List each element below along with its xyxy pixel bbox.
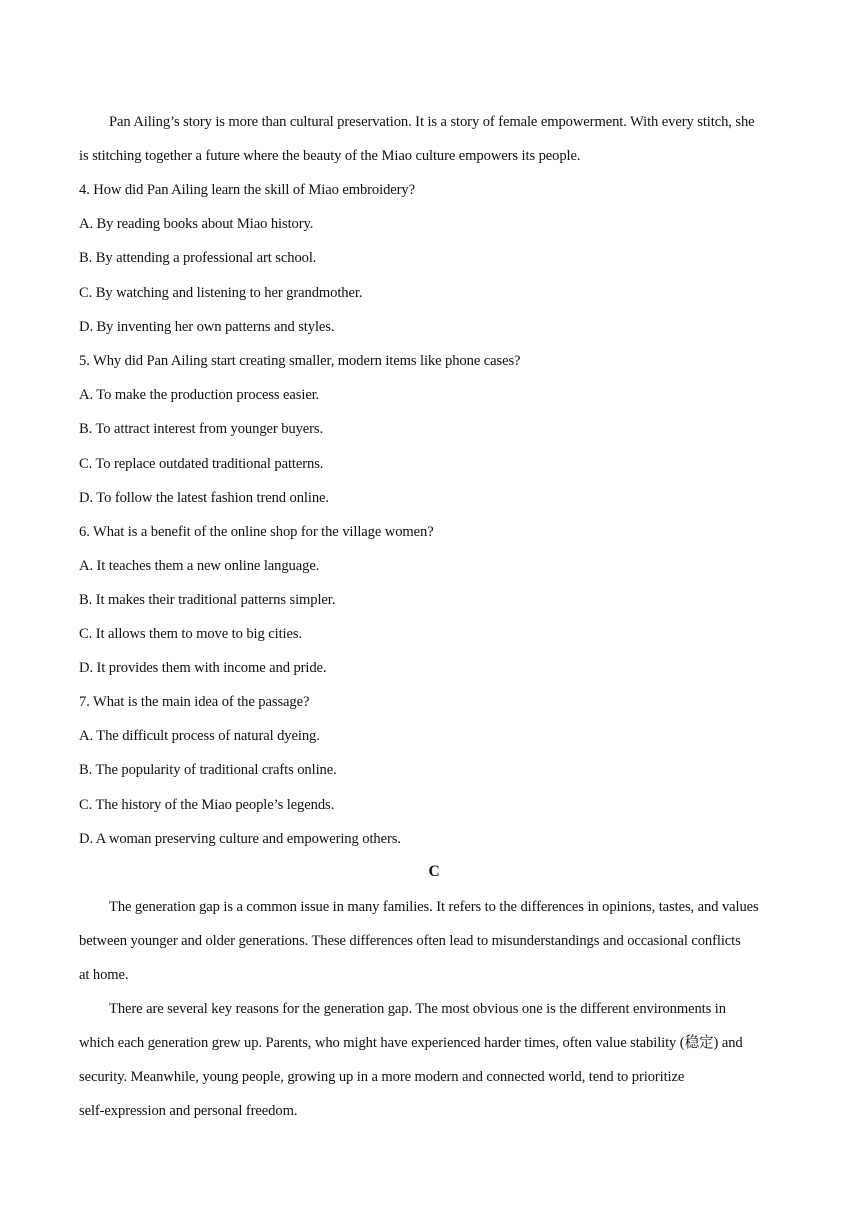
answer-option: C. To replace outdated traditional patterns. (79, 456, 324, 472)
answer-option: A. The difficult process of natural dyeing. (79, 728, 320, 744)
answer-option: A. By reading books about Miao history. (79, 216, 314, 232)
paragraph-line: There are several key reasons for the generation gap. The most obvious one is the different environments in (109, 1001, 726, 1017)
answer-option: B. It makes their traditional patterns simpler. (79, 592, 336, 608)
question-stem: 6. What is a benefit of the online shop for the village women? (79, 524, 434, 540)
answer-option: B. To attract interest from younger buyers. (79, 421, 324, 437)
answer-option: C. The history of the Miao people’s legends. (79, 797, 335, 813)
answer-option: A. To make the production process easier. (79, 387, 320, 403)
answer-option: B. By attending a professional art school. (79, 250, 317, 266)
answer-option: D. A woman preserving culture and empowering others. (79, 831, 401, 847)
question-stem: 5. Why did Pan Ailing start creating smaller, modern items like phone cases? (79, 353, 521, 369)
answer-option: D. By inventing her own patterns and styles. (79, 319, 335, 335)
answer-option: D. To follow the latest fashion trend online. (79, 490, 329, 506)
question-stem: 7. What is the main idea of the passage? (79, 694, 310, 710)
answer-option: B. The popularity of traditional crafts online. (79, 762, 337, 778)
answer-option: D. It provides them with income and pride. (79, 660, 327, 676)
paragraph-line: self-expression and personal freedom. (79, 1103, 298, 1119)
paragraph-line: at home. (79, 967, 129, 983)
paragraph-line: is stitching together a future where the beauty of the Miao culture empowers its people. (79, 148, 581, 164)
answer-option: A. It teaches them a new online language. (79, 558, 320, 574)
paragraph-line: which each generation grew up. Parents, who might have experienced harder times, often value stability (稳定) and (79, 1035, 743, 1051)
answer-option: C. It allows them to move to big cities. (79, 626, 302, 642)
answer-option: C. By watching and listening to her grandmother. (79, 285, 363, 301)
paragraph-line: security. Meanwhile, young people, growing up in a more modern and connected world, tend to prioritize (79, 1069, 685, 1085)
section-heading: C (428, 863, 440, 880)
paragraph-line: between younger and older generations. These differences often lead to misunderstandings and occasional conflicts (79, 933, 741, 949)
question-stem: 4. How did Pan Ailing learn the skill of Miao embroidery? (79, 182, 415, 198)
paragraph-line: The generation gap is a common issue in many families. It refers to the differences in opinions, tastes, and values (109, 899, 759, 915)
paragraph-line: Pan Ailing’s story is more than cultural preservation. It is a story of female empowerment. With every stitch, she (109, 114, 755, 130)
